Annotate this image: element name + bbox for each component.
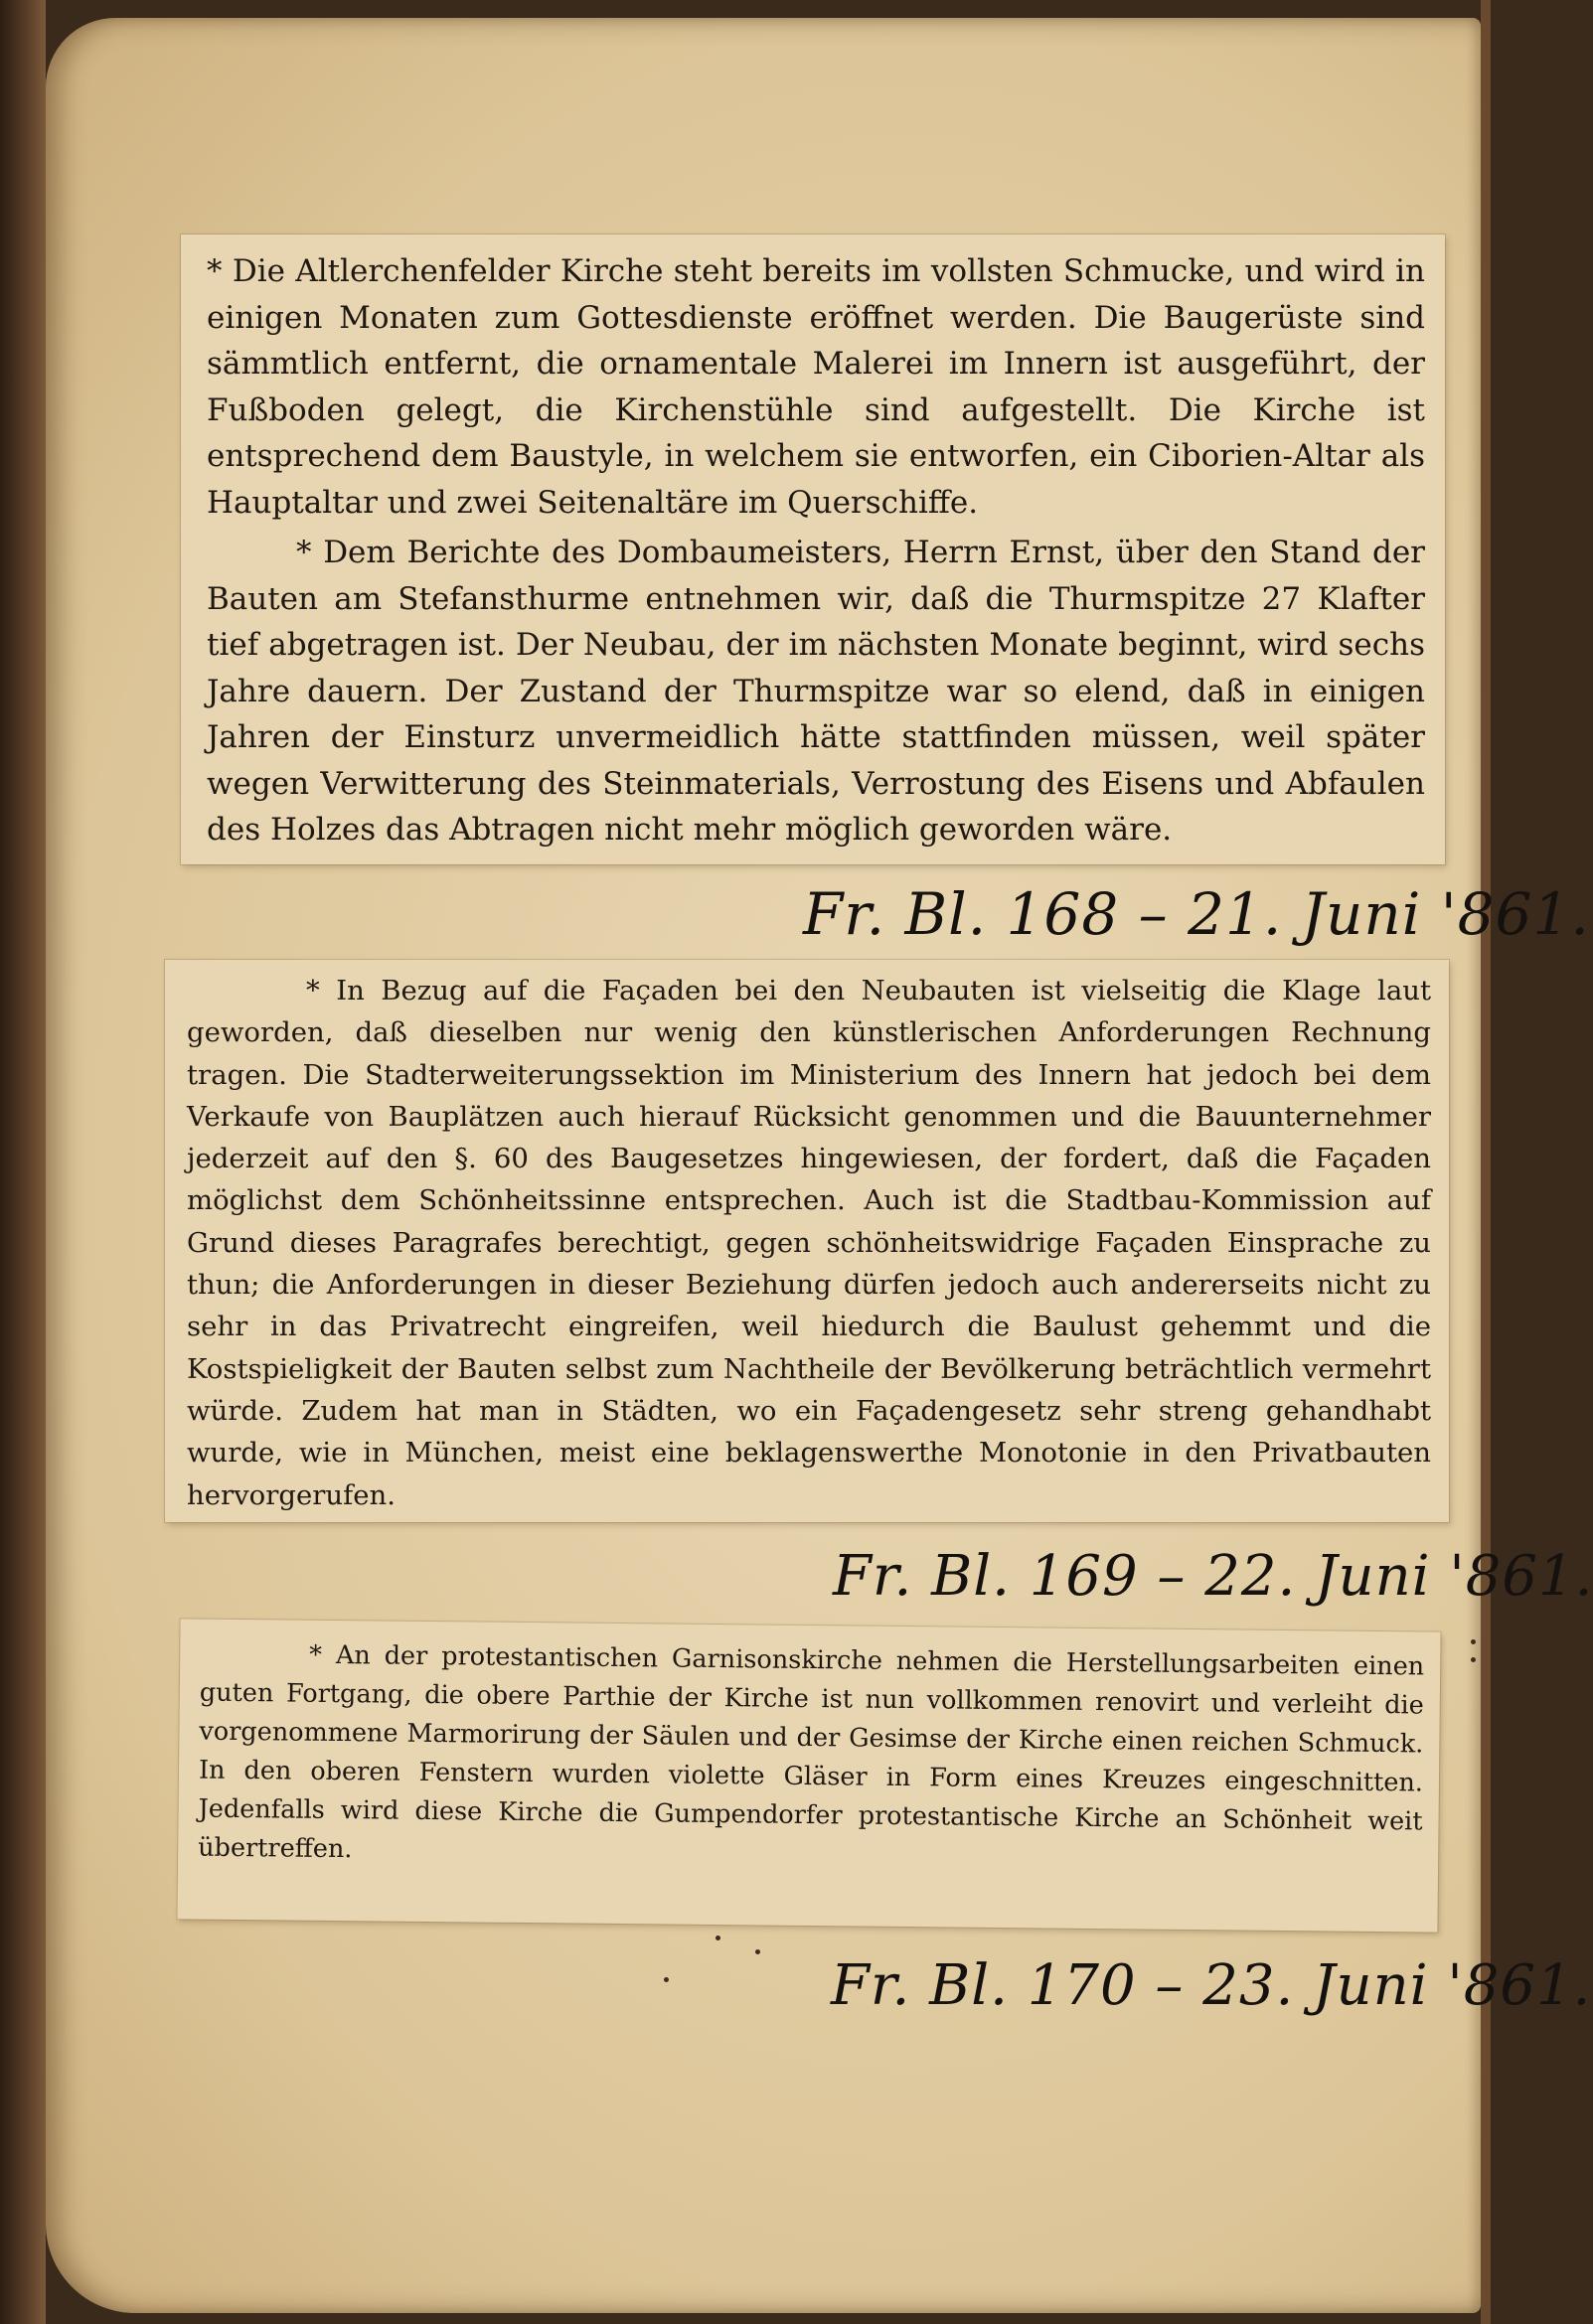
handwritten-annotation: Fr. Bl. 168 – 21. Juni '861.: [803, 880, 1590, 948]
book-binding: [0, 0, 46, 2324]
clipping-paragraph: * In Bezug auf die Façaden bei den Neubauten ist vielseitig die Klage laut geworden, daß dieselben nur wenig den künstlerischen Anforderungen Rechnung tragen. Die Stadterweiterungssektion im Ministerium des Innern hat jedoch bei dem Verkaufe von Bauplätzen auch hierauf Rücksicht genommen und die Bauunternehmer jederzeit auf den §. 60 des Baugesetzes hingewiesen, der fordert, daß die Façaden möglichst dem Schönheitssinne entsprechen. Auch ist die Stadtbau-Kommission auf Grund dieses Paragrafes berechtigt, gegen schönheitswidrige Façaden Einsprache zu thun; die Anforderungen in dieser Beziehung dürfen jedoch auch andererseits nicht zu sehr in das Privatrecht eingreifen, weil hiedurch die Baulust gehemmt und die Kostspieligkeit der Bauten selbst zum Nachtheile der Bevölkerung beträchtlich vermehrt würde. Zudem hat man in Städten, wo ein Façadengesetz sehr streng gehandhabt wurde, wie in München, meist eine beklagenswerthe Monotonie in den Privatbauten hervorgerufen.: [187, 975, 1431, 1511]
ink-speck: [1471, 1639, 1476, 1644]
clipping-paragraph: * Die Altlerchenfelder Kirche steht bereits im vollsten Schmucke, und wird in einigen Monaten zum Gottesdienste eröffnet werden. Die Baugerüste sind sämmtlich entfernt, die ornamentale Malerei im Innern ist ausgeführt, der Fußboden gelegt, die Kirchenstühle sind aufgestellt. Die Kirche ist entsprechend dem Baustyle, in welchem sie entworfen, ein Ciborien-Altar als Hauptaltar und zwei Seitenaltäre im Querschiffe.: [207, 253, 1425, 521]
ink-speck: [716, 1936, 720, 1940]
clipping-paragraph: * Dem Berichte des Dombaumeisters, Herrn Ernst, über den Stand der Bauten am Stefansthurme entnehmen wir, daß die Thurmspitze 27 Klafter tief abgetragen ist. Der Neubau, der im nächsten Monate beginnt, wird sechs Jahre dauern. Der Zustand der Thurmspitze war so elend, daß in einigen Jahren der Einsturz unvermeidlich hätte stattfinden müssen, weil später wegen Verwitterung des Steinmaterials, Verrostung des Eisens und Abfaulen des Holzes das Abtragen nicht mehr möglich geworden wäre.: [207, 535, 1425, 848]
ink-speck: [664, 1977, 669, 1982]
newspaper-clipping-2: [165, 960, 1449, 1522]
ink-speck: [1471, 1657, 1476, 1662]
handwritten-annotation: Fr. Bl. 169 – 22. Juni '861.: [833, 1544, 1593, 1609]
clipping-paragraph: * An der protestantischen Garnisonskirche nehmen die Herstellungsarbeiten einen guten Fortgang, die obere Parthie der Kirche ist nun vollkommen renovirt und verleiht die vorgenommene Marmorirung der Säulen und der Gesimse der Kirche einen reichen Schmuck. In den oberen Fenstern wurden violette Gläser in Form eines Kreuzes eingeschnitten. Jedenfalls wird diese Kirche die Gumpendorfer protestantische Kirche an Schönheit weit übertreffen.: [198, 1639, 1425, 1865]
handwritten-annotation: Fr. Bl. 170 – 23. Juni '861.: [831, 1953, 1592, 2018]
ink-speck: [755, 1949, 760, 1954]
newspaper-clipping-1: [181, 234, 1445, 864]
newspaper-clipping-3: [177, 1619, 1440, 1932]
